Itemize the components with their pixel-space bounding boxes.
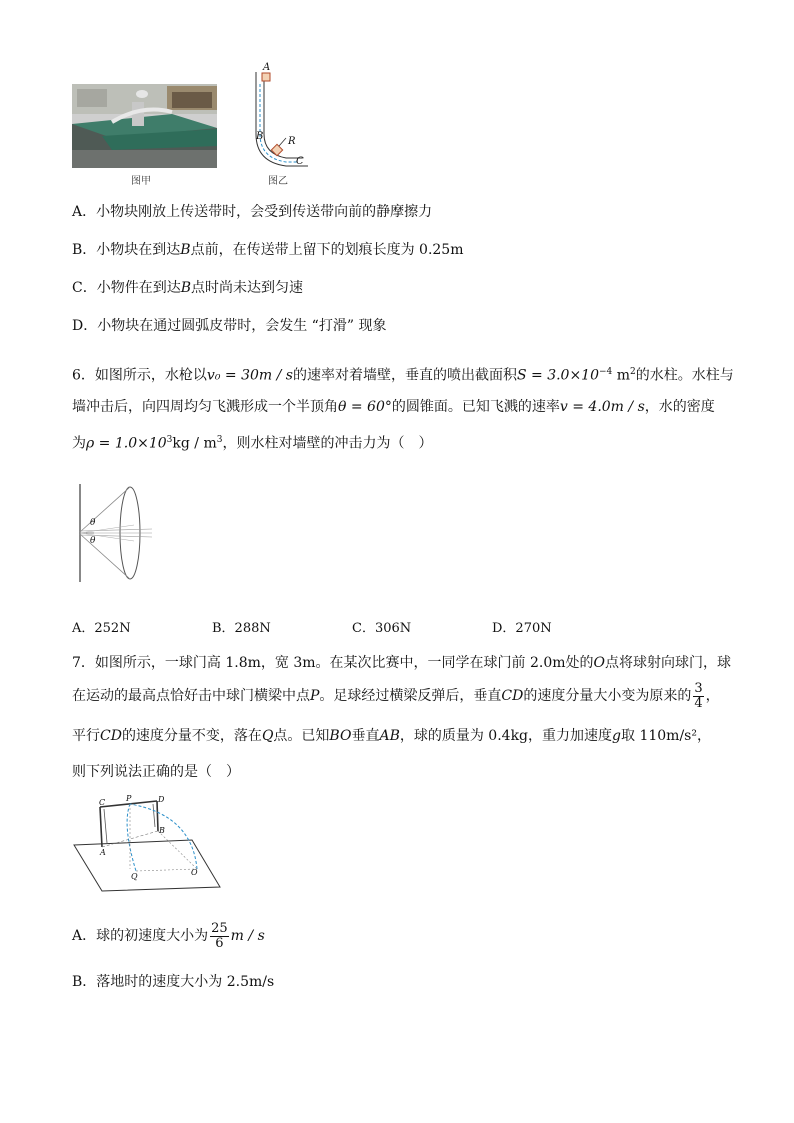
q5-option-d: D．小物块在通过圆弧皮带时，会发生 “打滑” 现象 — [72, 318, 387, 334]
label-D-goal: D — [158, 795, 165, 804]
figure-caption-right: 图乙 — [268, 176, 288, 187]
conveyor-photo — [72, 84, 217, 168]
q7-stem-line1: 7．如图所示，一球门高 1.8m，宽 3m。在某次比赛中，一同学在球门前 2.0m处的O点将球射向球门，球 — [72, 655, 732, 671]
q6-option-a: A．252N — [72, 621, 131, 636]
q7-option-b: B．落地时的速度大小为 2.5m/s — [72, 974, 275, 990]
figure-caption-left: 图甲 — [131, 176, 151, 187]
q6-stem-line2: 墙冲击后，向四周均匀飞溅形成一个半顶角θ = 60°的圆锥面。已知飞溅的速率v = 4.0m / s，水的密度 — [72, 399, 715, 415]
fraction-3-4: $\frac{3}{4}$ — [694, 680, 703, 711]
q7-stem-line4: 则下列说法正确的是（ ） — [72, 764, 240, 780]
label-C: C — [296, 156, 304, 167]
q7-option-a: A．球的初速度大小为 $\frac{25}{6}$ m / s — [72, 920, 265, 951]
label-A: A — [263, 62, 271, 73]
q6-option-b: B．288N — [212, 621, 271, 636]
label-C-goal: C — [99, 798, 106, 807]
water-jet-diagram — [72, 482, 162, 584]
q7-stem-line3: 平行CD的速度分量不变，落在Q点。已知BO垂直AB，球的质量为 0.4kg，重力加速度g取 110m/s²， — [72, 728, 711, 744]
q6-option-c: C．306N — [352, 621, 412, 636]
label-A-goal: A — [100, 848, 106, 857]
label-Q-goal: Q — [131, 872, 138, 881]
circular-belt-diagram — [246, 62, 316, 172]
fraction-25-6: $\frac{25}{6}$ — [211, 920, 228, 951]
theta-label-bottom: θ — [90, 536, 96, 546]
label-R: R — [288, 136, 296, 147]
theta-label-top: θ — [90, 518, 96, 528]
q6-option-d: D．270N — [492, 621, 552, 636]
q7-stem-line2: 在运动的最高点恰好击中球门横梁中点P。足球经过横梁反弹后，垂直CD的速度分量大小变为原来的 $\frac{3}{4}$ ， — [72, 680, 720, 711]
q5-option-b: B．小物块在到达B点前，在传送带上留下的划痕长度为 0.25m — [72, 242, 464, 258]
q5-option-a: A．小物块刚放上传送带时，会受到传送带向前的静摩擦力 — [72, 204, 433, 220]
label-B-goal: B — [159, 826, 165, 835]
goal-diagram — [72, 795, 222, 895]
q6-stem-line1: 6．如图所示，水枪以v₀ = 30m / s的速率对着墙壁，垂直的喷出截面积$S = 3.0\times 10^{-4}$ $m^2$的水柱。水柱与 — [72, 367, 734, 384]
q6-stem-line3: 为$\rho = 1.0\times 10^3kg / m^3$，则水柱对墙壁的冲击力为（ ） — [72, 435, 433, 452]
label-P-goal: P — [126, 794, 132, 803]
label-O-goal: O — [191, 868, 198, 877]
q5-option-c: C．小物件在到达B点时尚未达到匀速 — [72, 280, 304, 296]
label-B: B — [256, 131, 264, 142]
